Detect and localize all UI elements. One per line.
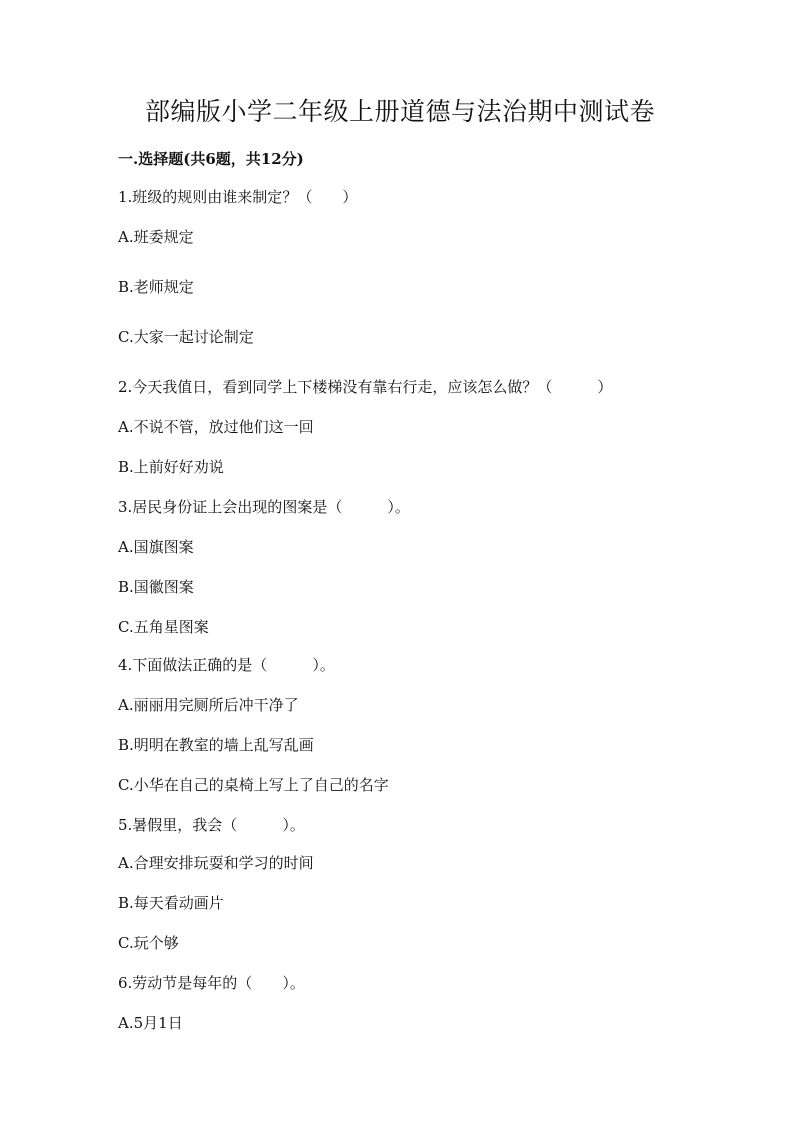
question-stem: 3.居民身份证上会出现的图案是（ ）。 [118, 498, 410, 516]
question-stem: 2.今天我值日，看到同学上下楼梯没有靠右行走，应该怎么做？（ ） [118, 378, 613, 396]
answer-option: B.每天看动画片 [118, 894, 224, 912]
answer-option: A.合理安排玩耍和学习的时间 [118, 854, 314, 872]
answer-option: A.国旗图案 [118, 538, 194, 556]
answer-option: A.5月1日 [118, 1014, 183, 1032]
answer-option: B.老师规定 [118, 278, 194, 296]
answer-option: C.玩个够 [118, 934, 179, 952]
question-stem: 6.劳动节是每年的（ ）。 [118, 974, 305, 992]
answer-option: B.国徽图案 [118, 578, 194, 596]
section-heading: 一.选择题(共6题，共12分) [118, 150, 304, 168]
question-stem: 5.暑假里，我会（ ）。 [118, 816, 305, 834]
answer-option: A.班委规定 [118, 228, 194, 246]
answer-option: B.上前好好劝说 [118, 458, 224, 476]
answer-option: C.五角星图案 [118, 618, 209, 636]
answer-option: C.大家一起讨论制定 [118, 328, 254, 346]
answer-option: B.明明在教室的墙上乱写乱画 [118, 736, 314, 754]
question-stem: 4.下面做法正确的是（ ）。 [118, 656, 335, 674]
answer-option: A.丽丽用完厕所后冲干净了 [118, 696, 299, 714]
question-stem: 1.班级的规则由谁来制定？（ ） [118, 188, 358, 206]
answer-option: A.不说不管，放过他们这一回 [118, 418, 314, 436]
page-title: 部编版小学二年级上册道德与法治期中测试卷 [144, 97, 655, 126]
answer-option: C.小华在自己的桌椅上写上了自己的名字 [118, 776, 389, 794]
